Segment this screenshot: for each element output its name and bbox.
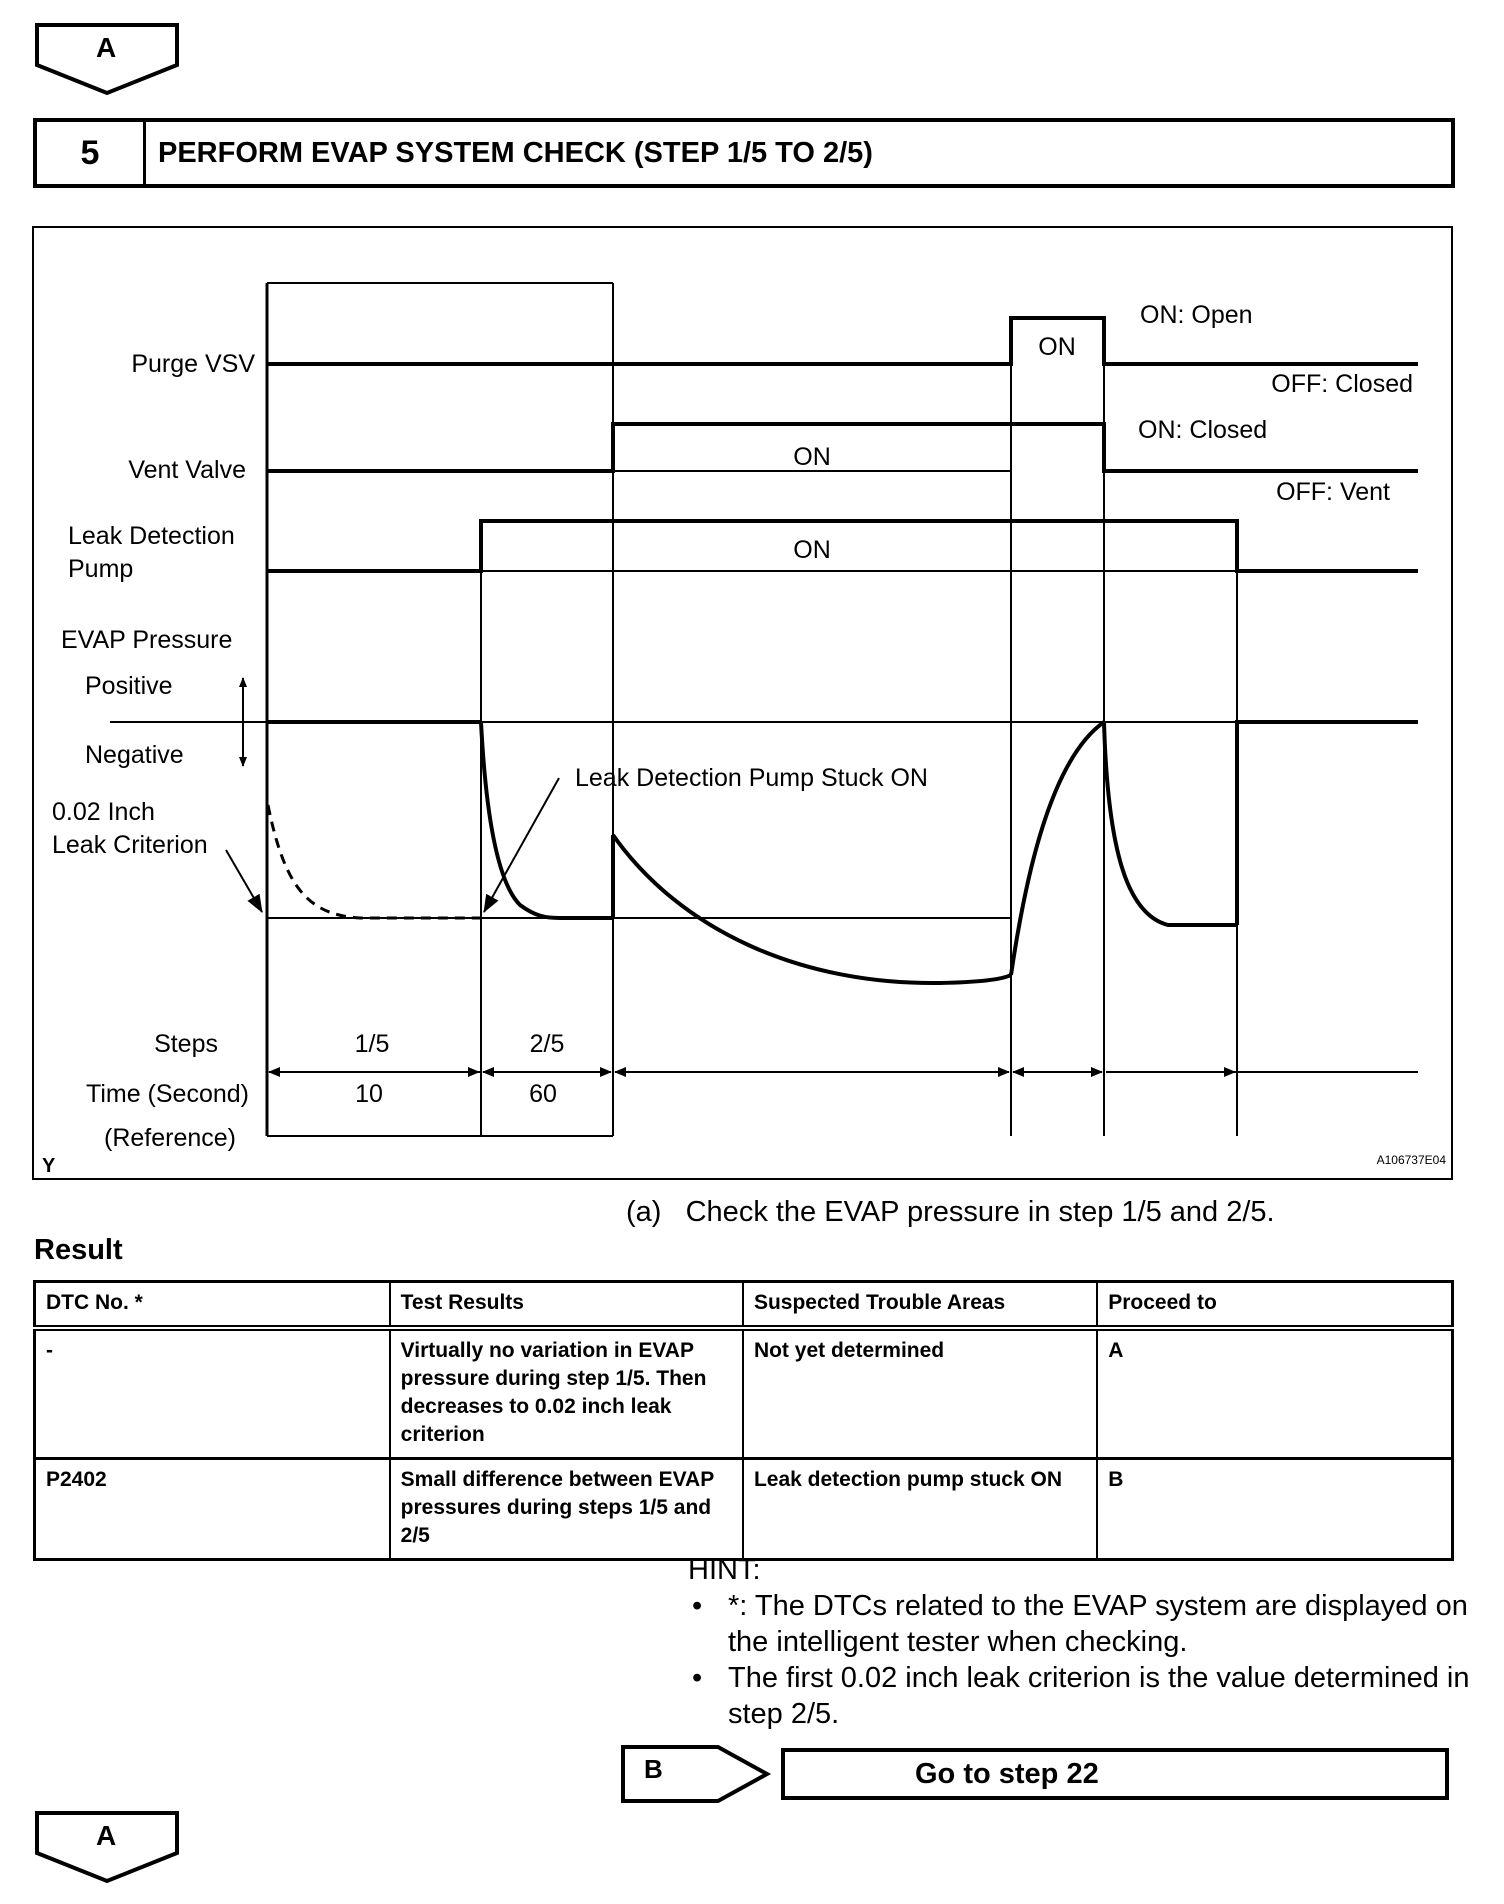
vent-valve-label: Vent Valve xyxy=(128,456,246,484)
reference-label: (Reference) xyxy=(104,1124,236,1152)
col-header-area: Suspected Trouble Areas xyxy=(743,1282,1097,1329)
hint-item: • The first 0.02 inch leak criterion is the value determined in step 2/5. xyxy=(692,1662,1470,1730)
col-header-test: Test Results xyxy=(390,1282,743,1329)
cell-area: Leak detection pump stuck ON xyxy=(743,1459,1097,1560)
table-row xyxy=(35,1459,1453,1560)
cell-dtc: - xyxy=(35,1328,390,1459)
col-header-proceed: Proceed to xyxy=(1097,1282,1452,1329)
branch-b-label: B xyxy=(644,1754,663,1784)
cell-area: Not yet determined xyxy=(743,1328,1097,1459)
step-2-label: 2/5 xyxy=(529,1030,565,1058)
hint-title: HINT: xyxy=(688,1554,761,1586)
branch-a-label: A xyxy=(96,32,117,63)
leak-pump-signal xyxy=(267,521,1418,571)
vent-on-label: ON xyxy=(793,443,831,471)
col-header-dtc: DTC No. * xyxy=(35,1282,390,1329)
timing-diagram xyxy=(32,226,1453,1180)
cell-test: Virtually no variation in EVAP pressure during step 1/5. Then decreases to 0.02 inch leak criterion xyxy=(390,1328,743,1459)
criterion-arrow xyxy=(226,850,262,912)
cell-test: Small difference between EVAP pressures during steps 1/5 and 2/5 xyxy=(390,1459,743,1560)
hint-item: • *: The DTCs related to the EVAP system are displayed on the intelligent tester when checking. xyxy=(692,1590,1468,1658)
pentagon-right-icon xyxy=(620,1744,772,1804)
time-label: Time (Second) xyxy=(85,1080,249,1108)
criterion-label-2: Leak Criterion xyxy=(52,831,208,859)
purge-off-meaning: OFF: Closed xyxy=(1271,370,1413,398)
table-header-row xyxy=(35,1282,1453,1329)
step-2-time: 60 xyxy=(529,1080,557,1108)
leak-pump-label-1: Leak Detection xyxy=(68,522,235,550)
branch-a-marker-top xyxy=(34,22,180,96)
result-heading: Result xyxy=(34,1234,123,1266)
hint-block xyxy=(688,1552,1504,1732)
instruction-text: (a) Check the EVAP pressure in step 1/5 and 2/5. xyxy=(626,1196,1275,1228)
bullet-icon: • xyxy=(692,1662,703,1694)
result-table xyxy=(33,1280,1454,1561)
pressure-trace xyxy=(267,722,1418,983)
steps-label: Steps xyxy=(154,1030,218,1058)
step-1-time: 10 xyxy=(355,1080,383,1108)
corner-mark: Y xyxy=(42,1155,56,1177)
vent-on-meaning: ON: Closed xyxy=(1138,416,1268,444)
cell-proceed: B xyxy=(1097,1459,1452,1560)
cell-dtc: P2402 xyxy=(35,1459,390,1560)
branch-b-marker[interactable] xyxy=(620,1744,772,1804)
branch-a-marker-bottom[interactable] xyxy=(34,1810,180,1884)
pump-on-label: ON xyxy=(793,536,831,564)
step-1-label: 1/5 xyxy=(354,1030,390,1058)
table-row xyxy=(35,1328,1453,1459)
pressure-axes xyxy=(110,678,1418,918)
step-header xyxy=(33,118,1455,188)
figure-id: A106737E04 xyxy=(1376,1153,1446,1167)
purge-vsv-label: Purge VSV xyxy=(131,350,255,378)
leak-pump-label-2: Pump xyxy=(68,555,134,583)
cell-proceed: A xyxy=(1097,1328,1452,1459)
purge-on-meaning: ON: Open xyxy=(1140,301,1253,329)
go-to-step-box[interactable]: Go to step 22 xyxy=(781,1748,1449,1800)
negative-label: Negative xyxy=(85,741,184,769)
stuck-on-annotation: Leak Detection Pump Stuck ON xyxy=(575,764,928,792)
purge-on-label: ON xyxy=(1038,333,1076,361)
step-title: PERFORM EVAP SYSTEM CHECK (STEP 1/5 TO 2/5) xyxy=(158,136,873,169)
criterion-dashed-curve xyxy=(268,805,481,918)
evap-pressure-label: EVAP Pressure xyxy=(61,626,233,654)
criterion-label-1: 0.02 Inch xyxy=(52,798,155,826)
timing-chart xyxy=(32,226,1453,1180)
branch-a-label: A xyxy=(96,1820,117,1851)
positive-label: Positive xyxy=(85,672,173,700)
vent-off-meaning: OFF: Vent xyxy=(1276,478,1390,506)
bullet-icon: • xyxy=(692,1590,703,1622)
step-frame xyxy=(267,283,1237,1136)
step-number: 5 xyxy=(37,122,146,184)
